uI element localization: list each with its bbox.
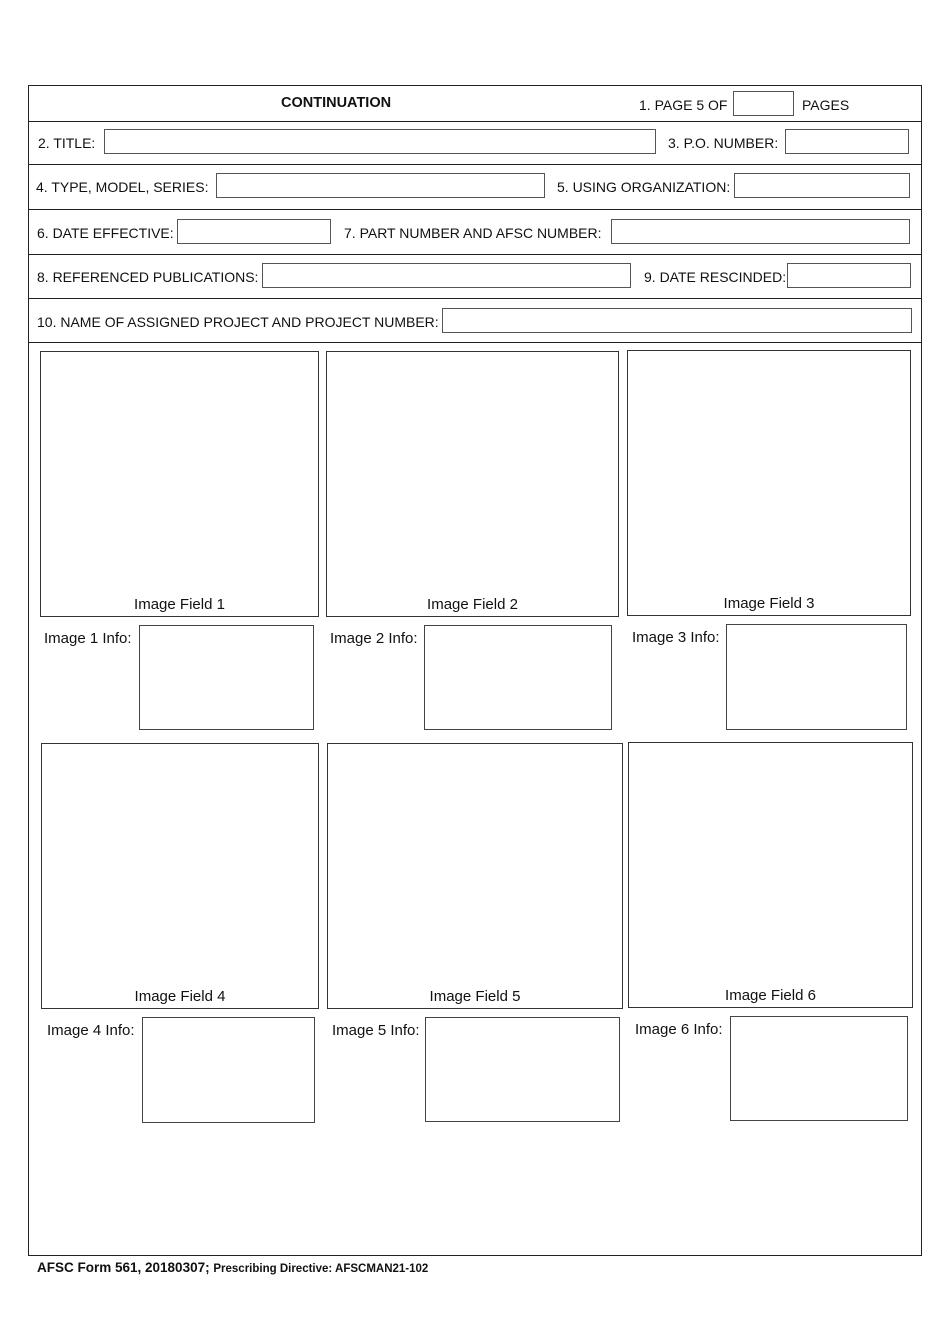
image-field-caption: Image Field 1	[134, 596, 225, 613]
pages-label: PAGES	[802, 97, 850, 113]
image-info-label: Image 3 Info:	[632, 629, 720, 646]
total-pages-input[interactable]	[733, 91, 794, 116]
image-field-5[interactable]	[327, 743, 623, 1009]
image-field-caption: Image Field 3	[723, 595, 815, 612]
type-model-series-input[interactable]	[216, 173, 545, 198]
po-number-input[interactable]	[785, 129, 909, 154]
page-number-label: 1. PAGE 5 OF	[639, 97, 728, 113]
image-3-info-box[interactable]	[726, 624, 907, 730]
referenced-publications-label: 8. REFERENCED PUBLICATIONS:	[37, 269, 259, 285]
image-field-caption: Image Field 4	[134, 988, 226, 1005]
row-divider	[28, 298, 922, 299]
image-field-2[interactable]	[326, 351, 619, 617]
image-info-label: Image 2 Info:	[330, 630, 418, 647]
image-field-1[interactable]	[40, 351, 319, 617]
title-input[interactable]	[104, 129, 656, 154]
image-info-label: Image 5 Info:	[332, 1022, 420, 1039]
form-title: CONTINUATION	[281, 95, 392, 111]
form-id: AFSC Form 561, 20180307;	[37, 1260, 210, 1275]
image-field-caption: Image Field 6	[725, 987, 816, 1004]
image-field-caption: Image Field 2	[427, 596, 518, 613]
date-effective-input[interactable]	[177, 219, 331, 244]
image-info-label: Image 4 Info:	[47, 1022, 135, 1039]
image-2-info-box[interactable]	[424, 625, 612, 730]
type-model-series-label: 4. TYPE, MODEL, SERIES:	[36, 179, 209, 195]
project-label: 10. NAME OF ASSIGNED PROJECT AND PROJECT NUMBER:	[37, 314, 439, 330]
row-divider	[28, 164, 922, 165]
part-number-input[interactable]	[611, 219, 910, 244]
image-1-info-box[interactable]	[139, 625, 314, 730]
image-field-3[interactable]	[627, 350, 911, 616]
date-rescinded-label: 9. DATE RESCINDED:	[644, 269, 787, 285]
image-5-info-box[interactable]	[425, 1017, 620, 1122]
title-label: 2. TITLE:	[38, 135, 96, 151]
row-divider	[28, 254, 922, 255]
image-6-info-box[interactable]	[730, 1016, 908, 1121]
referenced-publications-input[interactable]	[262, 263, 631, 288]
using-organization-input[interactable]	[734, 173, 910, 198]
using-organization-label: 5. USING ORGANIZATION:	[557, 179, 731, 195]
form-footer	[37, 1260, 428, 1275]
prescribing-directive: Prescribing Directive: AFSCMAN21-102	[213, 1263, 429, 1275]
row-divider	[28, 342, 922, 343]
date-effective-label: 6. DATE EFFECTIVE:	[37, 225, 174, 241]
image-4-info-box[interactable]	[142, 1017, 315, 1123]
image-field-caption: Image Field 5	[429, 988, 521, 1005]
project-input[interactable]	[442, 308, 912, 333]
po-number-label: 3. P.O. NUMBER:	[668, 135, 779, 151]
image-info-label: Image 1 Info:	[44, 630, 132, 647]
image-field-4[interactable]	[41, 743, 319, 1009]
date-rescinded-input[interactable]	[787, 263, 911, 288]
row-divider	[28, 121, 922, 122]
row-divider	[28, 209, 922, 210]
part-number-label: 7. PART NUMBER AND AFSC NUMBER:	[344, 225, 602, 241]
image-info-label: Image 6 Info:	[635, 1021, 723, 1038]
image-field-6[interactable]	[628, 742, 913, 1008]
